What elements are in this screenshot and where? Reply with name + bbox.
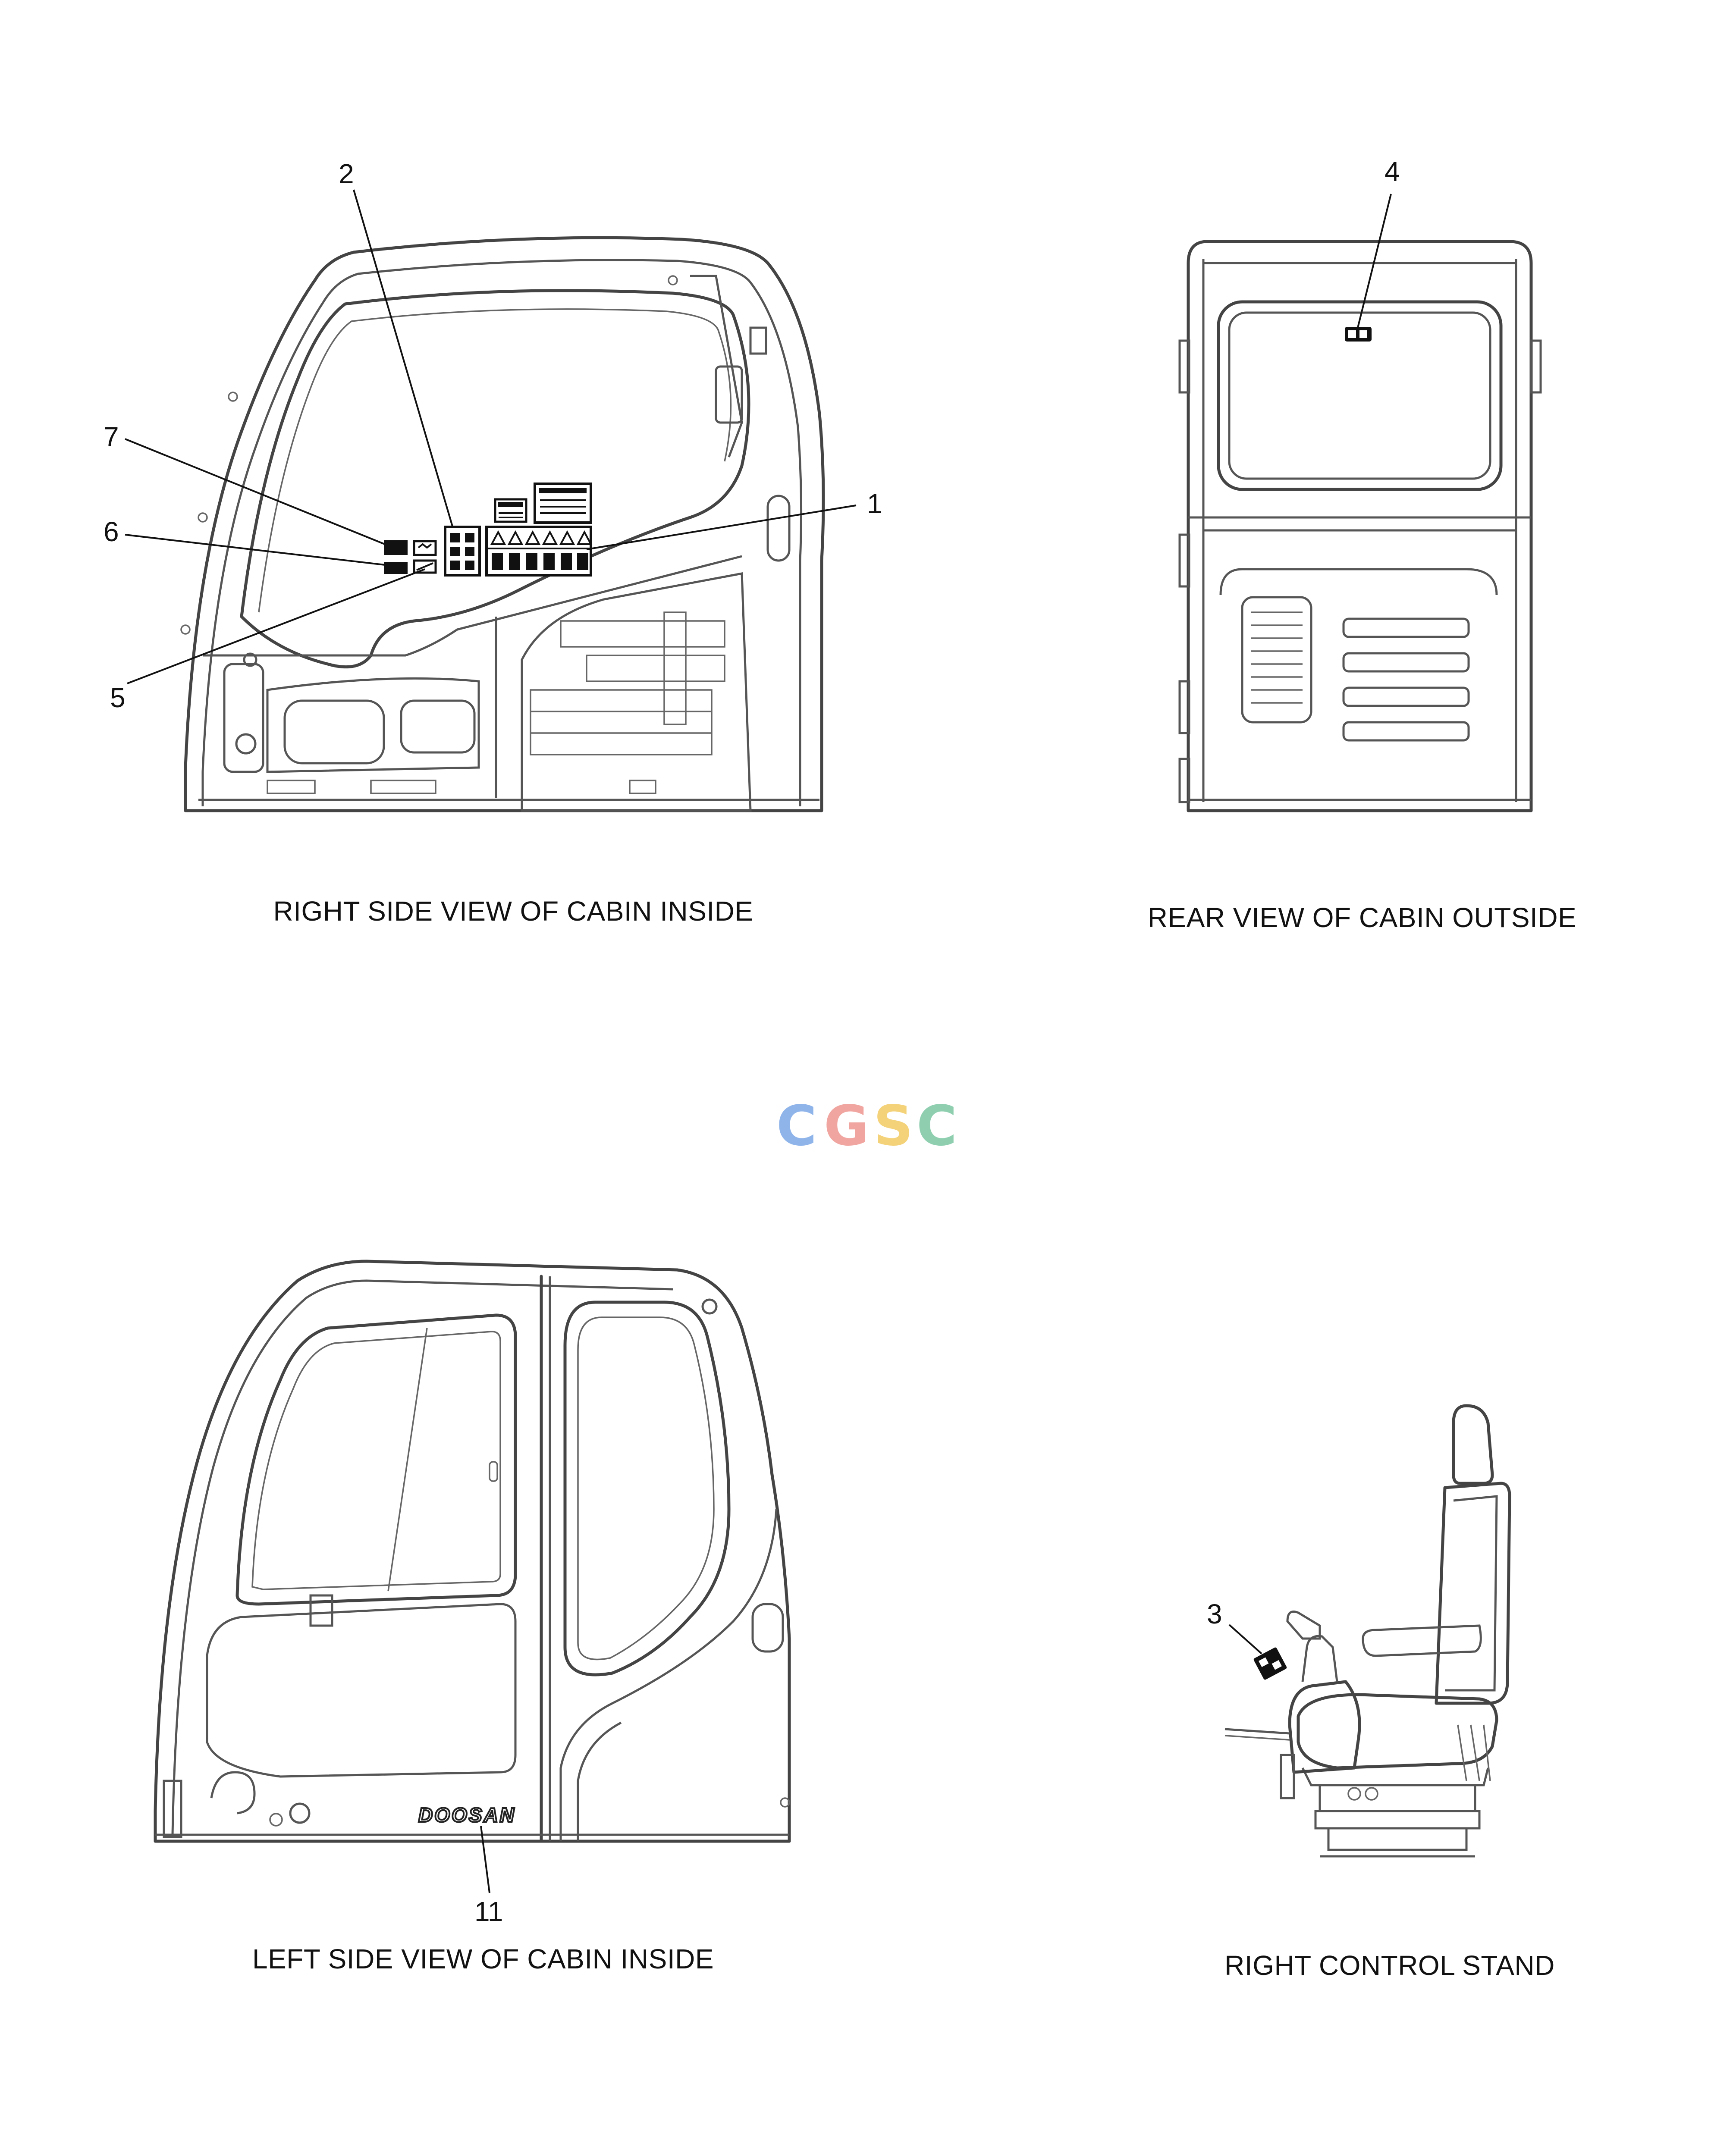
caption-control-stand: RIGHT CONTROL STAND xyxy=(1224,1950,1555,1981)
caption-rear-view: REAR VIEW OF CABIN OUTSIDE xyxy=(1147,902,1577,933)
decal-5 xyxy=(414,541,436,555)
leader-4 xyxy=(1358,194,1391,328)
control-stand-drawing xyxy=(1225,1406,1510,1856)
callout-2: 2 xyxy=(339,158,354,189)
caption-left-side-view: LEFT SIDE VIEW OF CABIN INSIDE xyxy=(252,1943,714,1974)
callout-4: 4 xyxy=(1385,156,1400,187)
decal-6 xyxy=(384,562,408,574)
callout-7: 7 xyxy=(104,421,119,452)
callout-3: 3 xyxy=(1207,1598,1222,1630)
leader-3 xyxy=(1229,1625,1262,1654)
callout-11: 11 xyxy=(474,1896,503,1927)
rear-cabin-drawing xyxy=(1180,241,1541,811)
right-side-cabin-drawing xyxy=(181,238,823,811)
watermark-letter: S xyxy=(873,1094,914,1158)
watermark-logo xyxy=(776,1094,957,1158)
watermark-letter: G xyxy=(824,1094,870,1158)
leader-11 xyxy=(481,1826,490,1893)
caption-right-side-view: RIGHT SIDE VIEW OF CABIN INSIDE xyxy=(273,896,753,927)
decal-3 xyxy=(1253,1647,1287,1680)
callout-6: 6 xyxy=(104,516,119,547)
doosan-badge: DOOSAN xyxy=(418,1804,516,1826)
callout-1: 1 xyxy=(867,488,882,519)
left-side-cabin-drawing xyxy=(155,1261,789,1841)
watermark-letter: C xyxy=(776,1094,817,1158)
decal-group-right-side xyxy=(384,484,591,575)
callout-5: 5 xyxy=(110,682,126,713)
watermark-letter: C xyxy=(917,1094,957,1158)
decal-7 xyxy=(384,540,408,555)
